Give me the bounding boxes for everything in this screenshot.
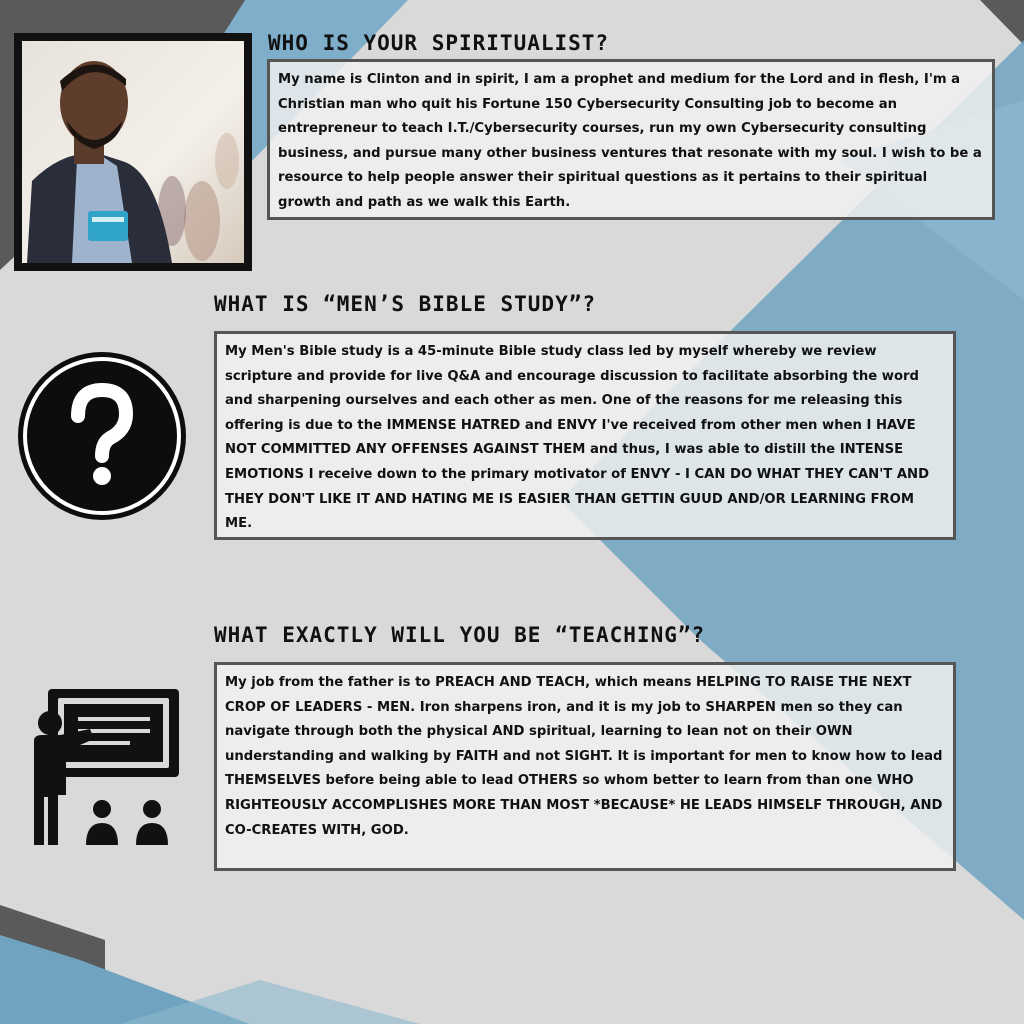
text-box-teaching: My job from the father is to PREACH AND TEACH, which means HELPING TO RAISE THE NEXT CROP OF LEADERS - MEN. Iron sharpens iron, and it is my job to SHARPEN men so they can navigate through both the physical AND spiritual, learning to lean not on their OWN understanding and walking by FAITH and not SIGHT. It is important for men to know how to lead THEMSELVES before being able to lead OTHERS so whom better to learn from than one WHO RIGHTEOUSLY ACCOMPLISHES MORE THAN MOST *BECAUSE* HE LEADS HIMSELF THROUGH, AND CO-CREATES WITH, GOD. bbox=[214, 662, 956, 871]
portrait-photo bbox=[14, 33, 252, 271]
section-title-teaching: WHAT EXACTLY WILL YOU BE “TEACHING”? bbox=[214, 623, 706, 647]
teacher-presentation-icon bbox=[20, 685, 185, 850]
text-box-what: My Men's Bible study is a 45-minute Bible study class led by myself whereby we review scripture and provide for live Q&A and encourage discussion to facilitate absorbing the word and sharpening ourselves and each other as men. One of the reasons for me releasing this offering is due to the IMMENSE HATRED and ENVY I've received from other men when I HAVE NOT COMMITTED ANY OFFENSES AGAINST THEM and thus, I was able to distill the INTENSE EMOTIONS I receive down to the primary motivator of ENVY - I CAN DO WHAT THEY CAN'T AND THEY DON'T LIKE IT AND HATING ME IS EASIER THAN GETTIN GUUD AND/OR LEARNING FROM ME. bbox=[214, 331, 956, 540]
question-mark-icon bbox=[14, 348, 190, 524]
section-title-who: WHO IS YOUR SPIRITUALIST? bbox=[268, 31, 610, 55]
text-box-who: My name is Clinton and in spirit, I am a prophet and medium for the Lord and in flesh, I'm a Christian man who quit his Fortune 150 Cybersecurity Consulting job to become an entrepreneur to teach I.T./Cybersecurity courses, run my own Cybersecurity consulting business, and pursue many other business ventures that resonate with my soul. I wish to be a resource to help people answer their spiritual questions as it pertains to their spiritual growth and path as we walk this Earth. bbox=[267, 59, 995, 220]
section-title-what: WHAT IS “MEN’S BIBLE STUDY”? bbox=[214, 292, 597, 316]
